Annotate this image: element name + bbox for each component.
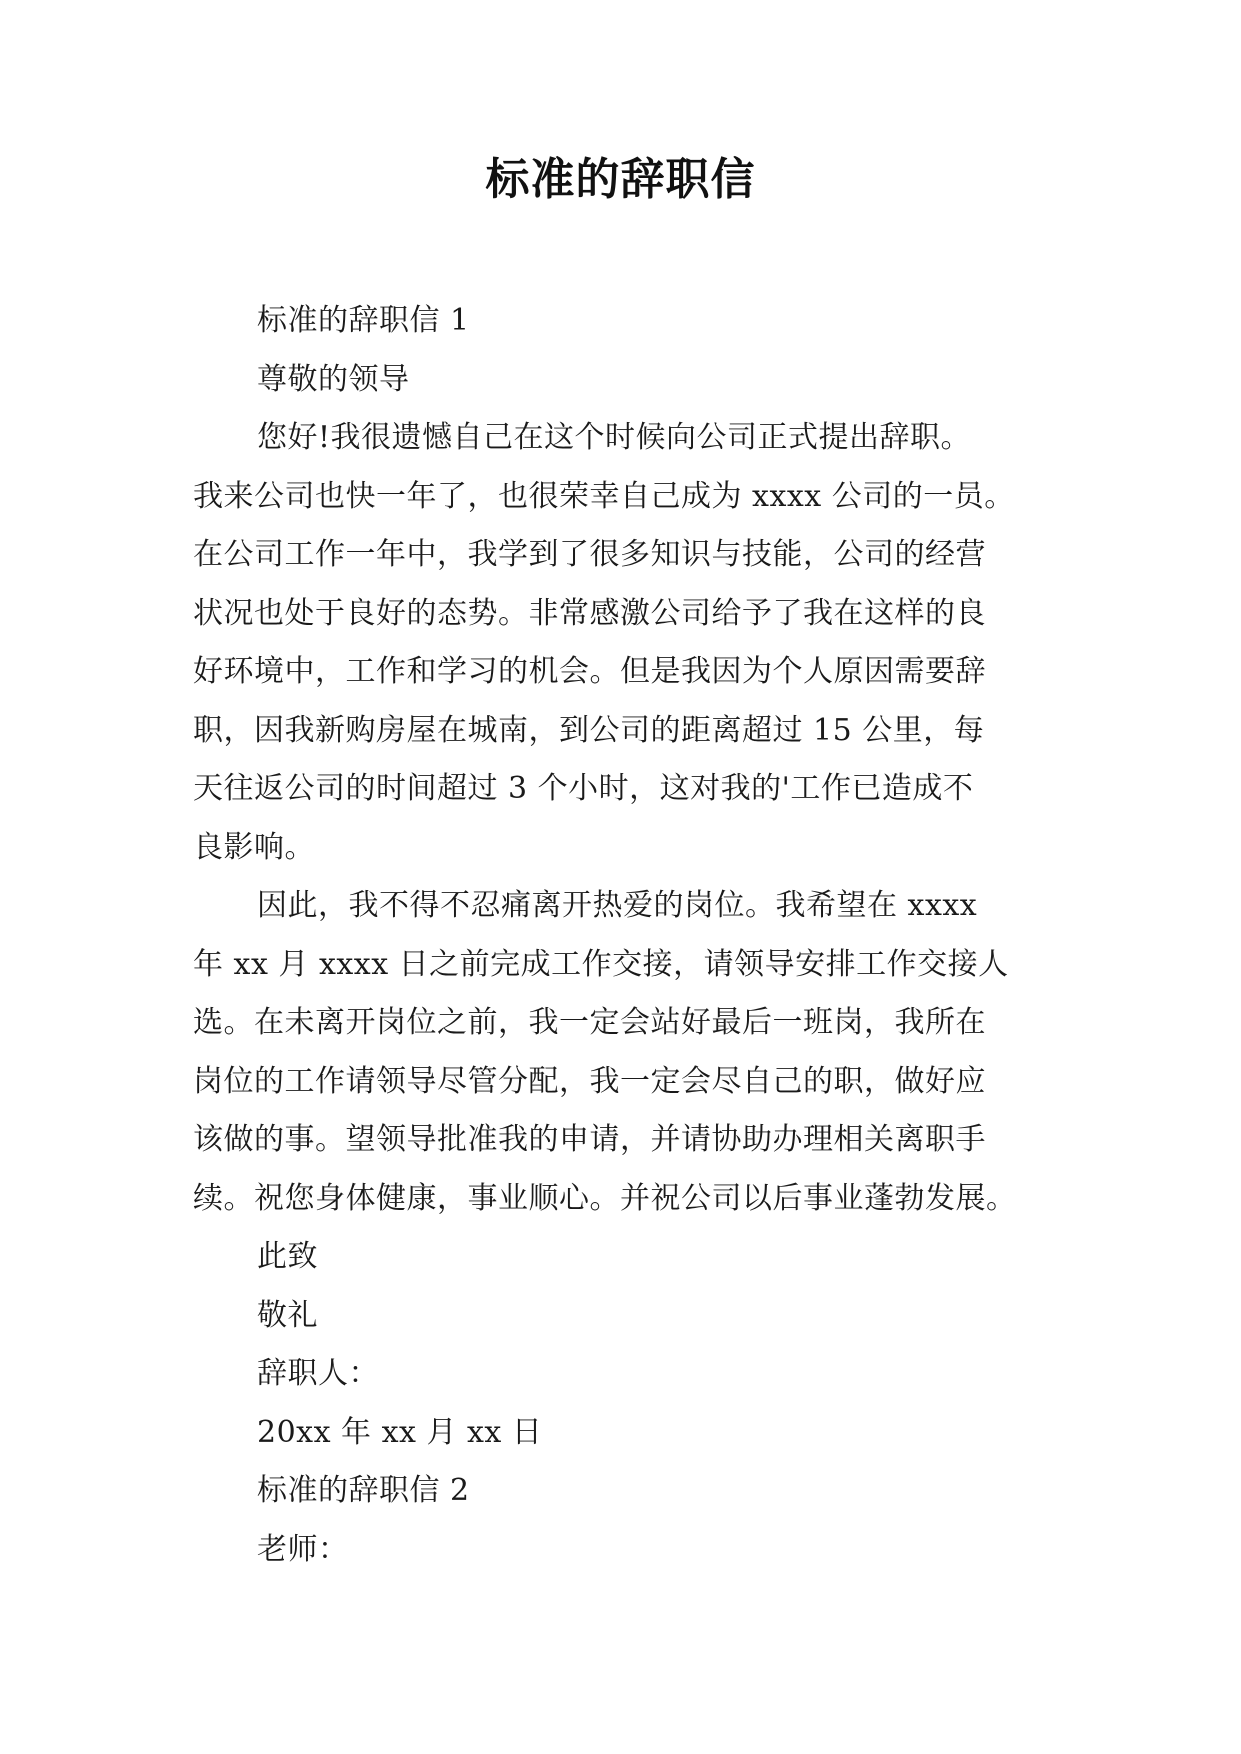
document-body <box>193 292 1063 1579</box>
document-line: 敬礼 <box>257 1297 318 1333</box>
document-line: 因此，我不得不忍痛离开热爱的岗位。我希望在 xxxx <box>257 888 978 923</box>
document-line: 此致 <box>257 1239 318 1274</box>
document-line: 在公司工作一年中，我学到了很多知识与技能，公司的经营 <box>193 537 986 572</box>
document-line: 职，因我新购房屋在城南，到公司的距离超过 15 公里，每 <box>193 712 985 748</box>
document-line: 辞职人： <box>257 1356 379 1391</box>
document-line: 良影响。 <box>193 829 315 865</box>
document-line: 标准的辞职信 1 <box>257 303 470 338</box>
document-line: 老师： <box>257 1531 349 1567</box>
document-line: 尊敬的领导 <box>257 361 410 397</box>
document-title: 标准的辞职信 <box>485 154 756 205</box>
document-line: 该做的事。望领导批准我的申请，并请协助办理相关离职手 <box>193 1122 986 1157</box>
document-line: 岗位的工作请领导尽管分配，我一定会尽自己的职，做好应 <box>193 1063 986 1099</box>
document-line: 您好!我很遗憾自己在这个时候向公司正式提出辞职。 <box>257 420 972 455</box>
document-line: 状况也处于良好的态势。非常感激公司给予了我在这样的良 <box>193 595 986 631</box>
document-line: 20xx 年 xx 月 xx 日 <box>257 1414 543 1450</box>
document-line: 好环境中，工作和学习的机会。但是我因为个人原因需要辞 <box>193 654 986 689</box>
document-line: 选。在未离开岗位之前，我一定会站好最后一班岗，我所在 <box>193 1005 986 1040</box>
document-line: 我来公司也快一年了，也很荣幸自己成为 xxxx 公司的一员。 <box>193 478 1015 514</box>
document-line: 续。祝您身体健康，事业顺心。并祝公司以后事业蓬勃发展。 <box>193 1180 1017 1216</box>
document-line: 标准的辞职信 2 <box>257 1473 470 1508</box>
document-line: 天往返公司的时间超过 3 个小时，这对我的'工作已造成不 <box>193 771 974 806</box>
document-line: 年 xx 月 xxxx 日之前完成工作交接，请领导安排工作交接人 <box>193 946 1009 982</box>
